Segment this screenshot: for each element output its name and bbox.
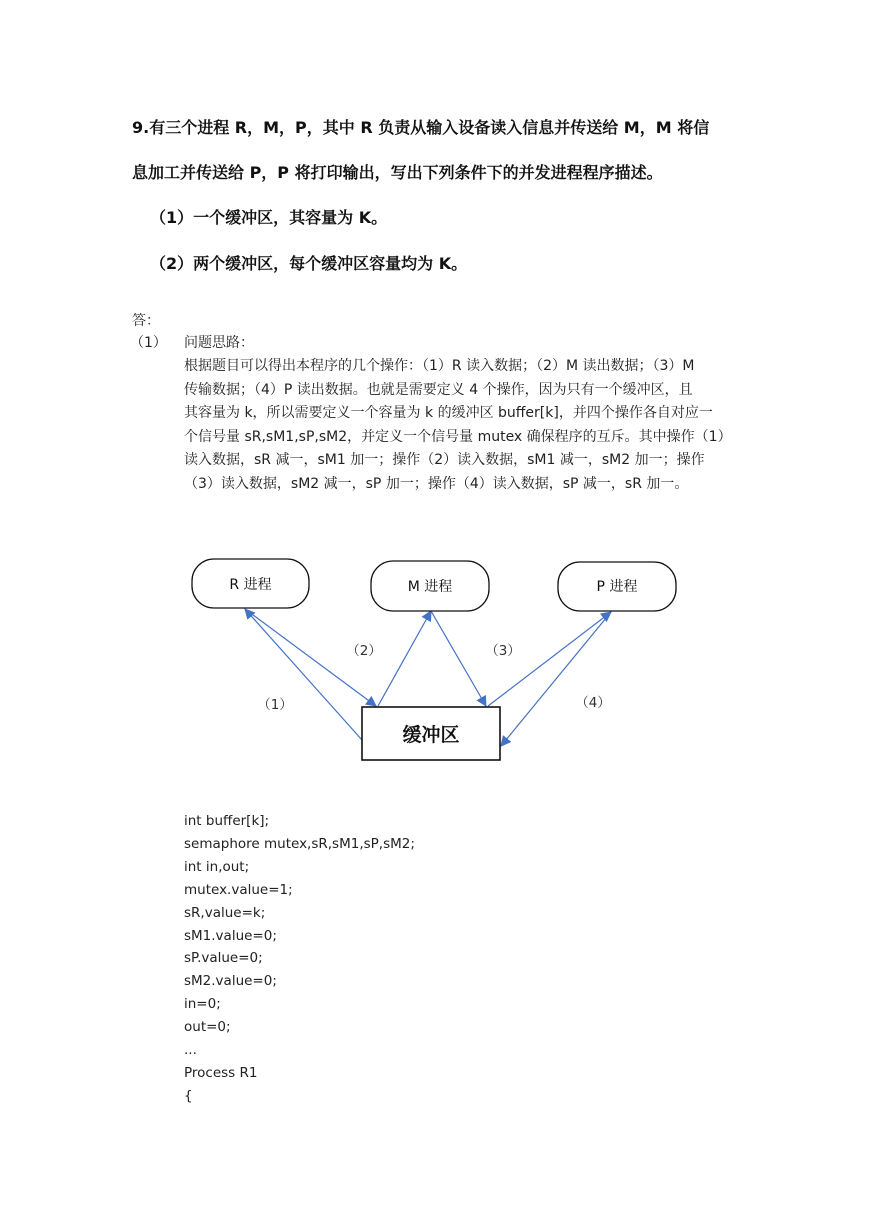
code-line: sM1.value=0;	[184, 927, 277, 944]
code-line: ...	[184, 1042, 197, 1059]
code-line: {	[184, 1087, 193, 1104]
paragraph-line: 其容量为 k，所以需要定义一个容量为 k 的缓冲区 buffer[k]，并四个操作各自对应一	[184, 405, 713, 421]
arrow-buffer-to-r	[245, 609, 362, 740]
code-line: Process R1	[184, 1064, 258, 1081]
paragraph-line: 根据题目可以得出本程序的几个操作：（1）R 读入数据；（2）M 读出数据；（3）M	[184, 358, 695, 374]
code-line: int buffer[k];	[184, 813, 270, 829]
code-line: sR,value=k;	[184, 904, 266, 921]
code-line: in=0;	[184, 996, 221, 1013]
question-line-2: 息加工并传送给 P，P 将打印输出，写出下列条件下的并发进程程序描述。	[132, 163, 663, 182]
arrow-m-to-buffer	[431, 611, 486, 706]
code-line: semaphore mutex,sR,sM1,sP,sM2;	[184, 835, 415, 852]
edge-label-2: （2）	[346, 643, 382, 659]
code-line: sM2.value=0;	[184, 973, 277, 990]
edge-label-3: （3）	[485, 643, 521, 659]
arrow-buffer-to-p	[488, 612, 611, 706]
node-m-process	[371, 561, 489, 611]
answer-part-label: （1）	[130, 335, 167, 351]
node-p-label: P 进程	[596, 579, 638, 595]
arrow-p-to-buffer	[501, 612, 611, 746]
question-part-2: （2）两个缓冲区，每个缓冲区容量均为 K。	[150, 254, 468, 273]
node-r-process	[192, 559, 309, 608]
code-line: sP.value=0;	[184, 950, 263, 967]
paragraph-line: （3）读入数据，sM2 减一，sP 加一；操作（4）读入数据，sP 减一，sR 加一。	[184, 475, 689, 492]
question-part-1: （1）一个缓冲区，其容量为 K。	[150, 208, 388, 227]
code-line: out=0;	[184, 1019, 231, 1036]
edge-label-4: （4）	[575, 695, 611, 711]
code-block	[184, 810, 415, 1108]
answer-label: 答：	[132, 313, 160, 329]
paragraph-line: 个信号量 sR,sM1,sP,sM2，并定义一个信号量 mutex 确保程序的互斥。其中操作（1）	[184, 428, 732, 445]
node-buffer-label: 缓冲区	[402, 724, 460, 746]
node-buffer	[362, 707, 500, 760]
arrow-buffer-to-m	[378, 611, 431, 706]
paragraph-line: 读入数据，sR 减一，sM1 加一；操作（2）读入数据，sM1 减一，sM2 加一；操作	[184, 452, 705, 468]
question-line-1: 9.有三个进程 R，M，P，其中 R 负责从输入设备读入信息并传送给 M，M 将信	[132, 118, 710, 137]
answer-heading: 问题思路：	[184, 335, 254, 351]
code-line: mutex.value=1;	[184, 881, 293, 898]
node-r-label: R 进程	[229, 577, 272, 593]
code-line: int in,out;	[184, 858, 250, 875]
node-p-process	[558, 562, 676, 611]
edge-label-1: （1）	[257, 697, 293, 713]
node-m-label: M 进程	[407, 579, 453, 595]
paragraph-line: 传输数据；（4）P 读出数据。也就是需要定义 4 个操作，因为只有一个缓冲区，且	[184, 381, 693, 398]
